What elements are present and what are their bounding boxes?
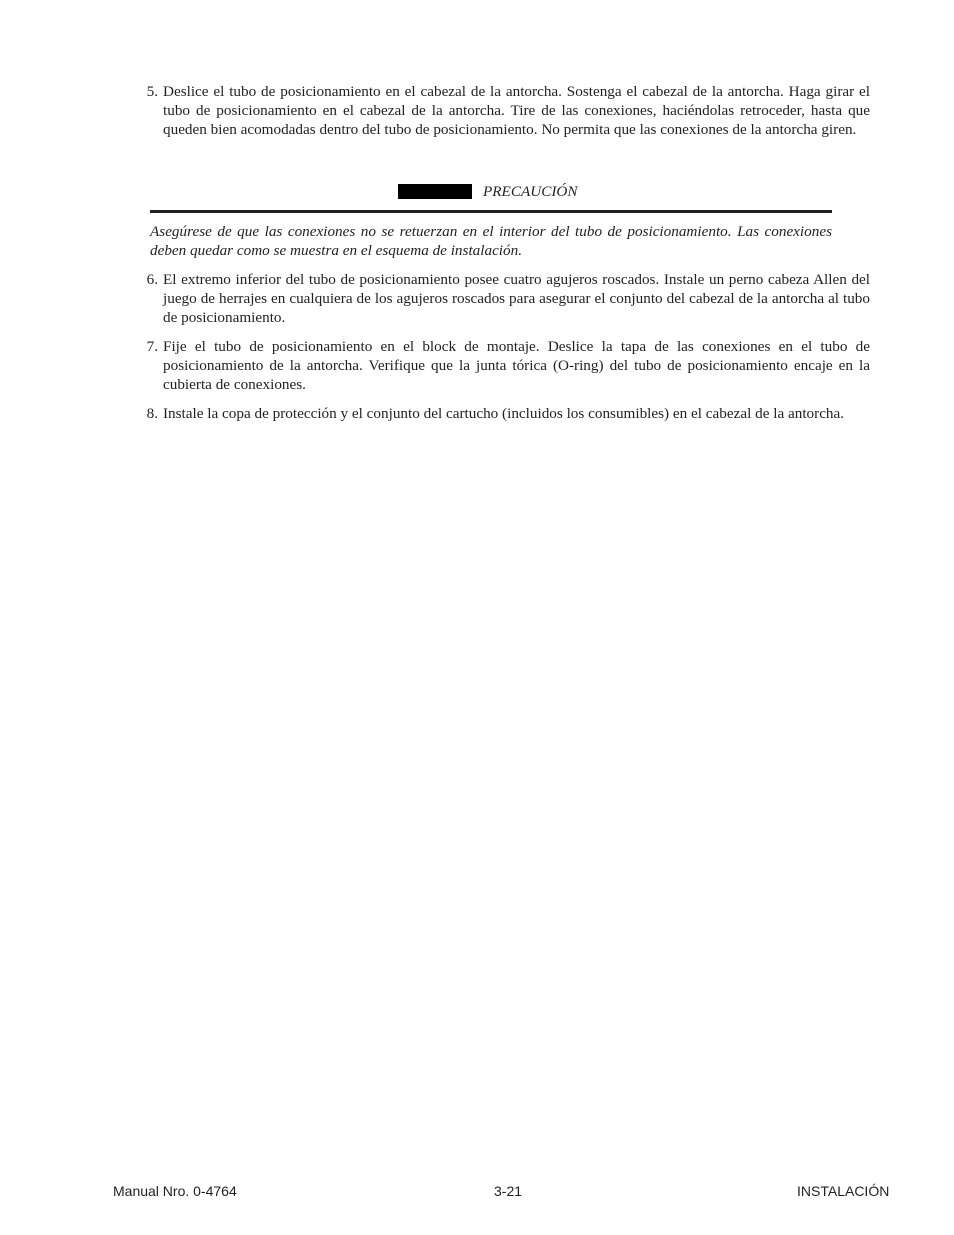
footer-manual-number: Manual Nro. 0-4764 bbox=[113, 1183, 237, 1199]
caution-divider bbox=[150, 210, 832, 213]
step-number: 6. bbox=[146, 271, 158, 288]
step-text: Deslice el tubo de posicionamiento en el cabezal de la antorcha. Sostenga el cabezal de la antorcha. Haga girar el tubo de posicionamiento en el cabezal de la antorcha. Tire de las conexiones, haciéndolas retroceder, hasta que queden bien acomodadas dentro del tubo de posicionamiento. No permita que las conexiones de la antorcha giren. bbox=[163, 83, 870, 138]
step-number: 5. bbox=[146, 83, 158, 100]
step-text: Fije el tubo de posicionamiento en el block de montaje. Deslice la tapa de las conexiones en el tubo de posicionamiento de la antorcha. Verifique que la junta tórica (O-ring) del tubo de posicionamiento encaje en la cubierta de conexiones. bbox=[163, 338, 870, 393]
caution-text: Asegúrese de que las conexiones no se retuerzan en el interior del tubo de posicionamiento. Las conexiones deben quedar como se muestra en el esquema de instalación. bbox=[150, 223, 832, 259]
step-text: El extremo inferior del tubo de posicionamiento posee cuatro agujeros roscados. Instale un perno cabeza Allen del juego de herrajes en cualquiera de los agujeros roscados para asegurar el conjunto del cabezal de la antorcha al tubo de posicionamiento. bbox=[163, 271, 870, 326]
caution-label: PRECAUCIÓN bbox=[483, 183, 578, 200]
caution-black-bar bbox=[398, 184, 472, 199]
step-number: 7. bbox=[146, 338, 158, 355]
step-text: Instale la copa de protección y el conjunto del cartucho (incluidos los consumibles) en el cabezal de la antorcha. bbox=[163, 405, 845, 422]
footer-section-title: INSTALACIÓN bbox=[797, 1183, 890, 1199]
step-number: 8. bbox=[146, 405, 158, 422]
footer-page-number: 3-21 bbox=[494, 1183, 523, 1199]
